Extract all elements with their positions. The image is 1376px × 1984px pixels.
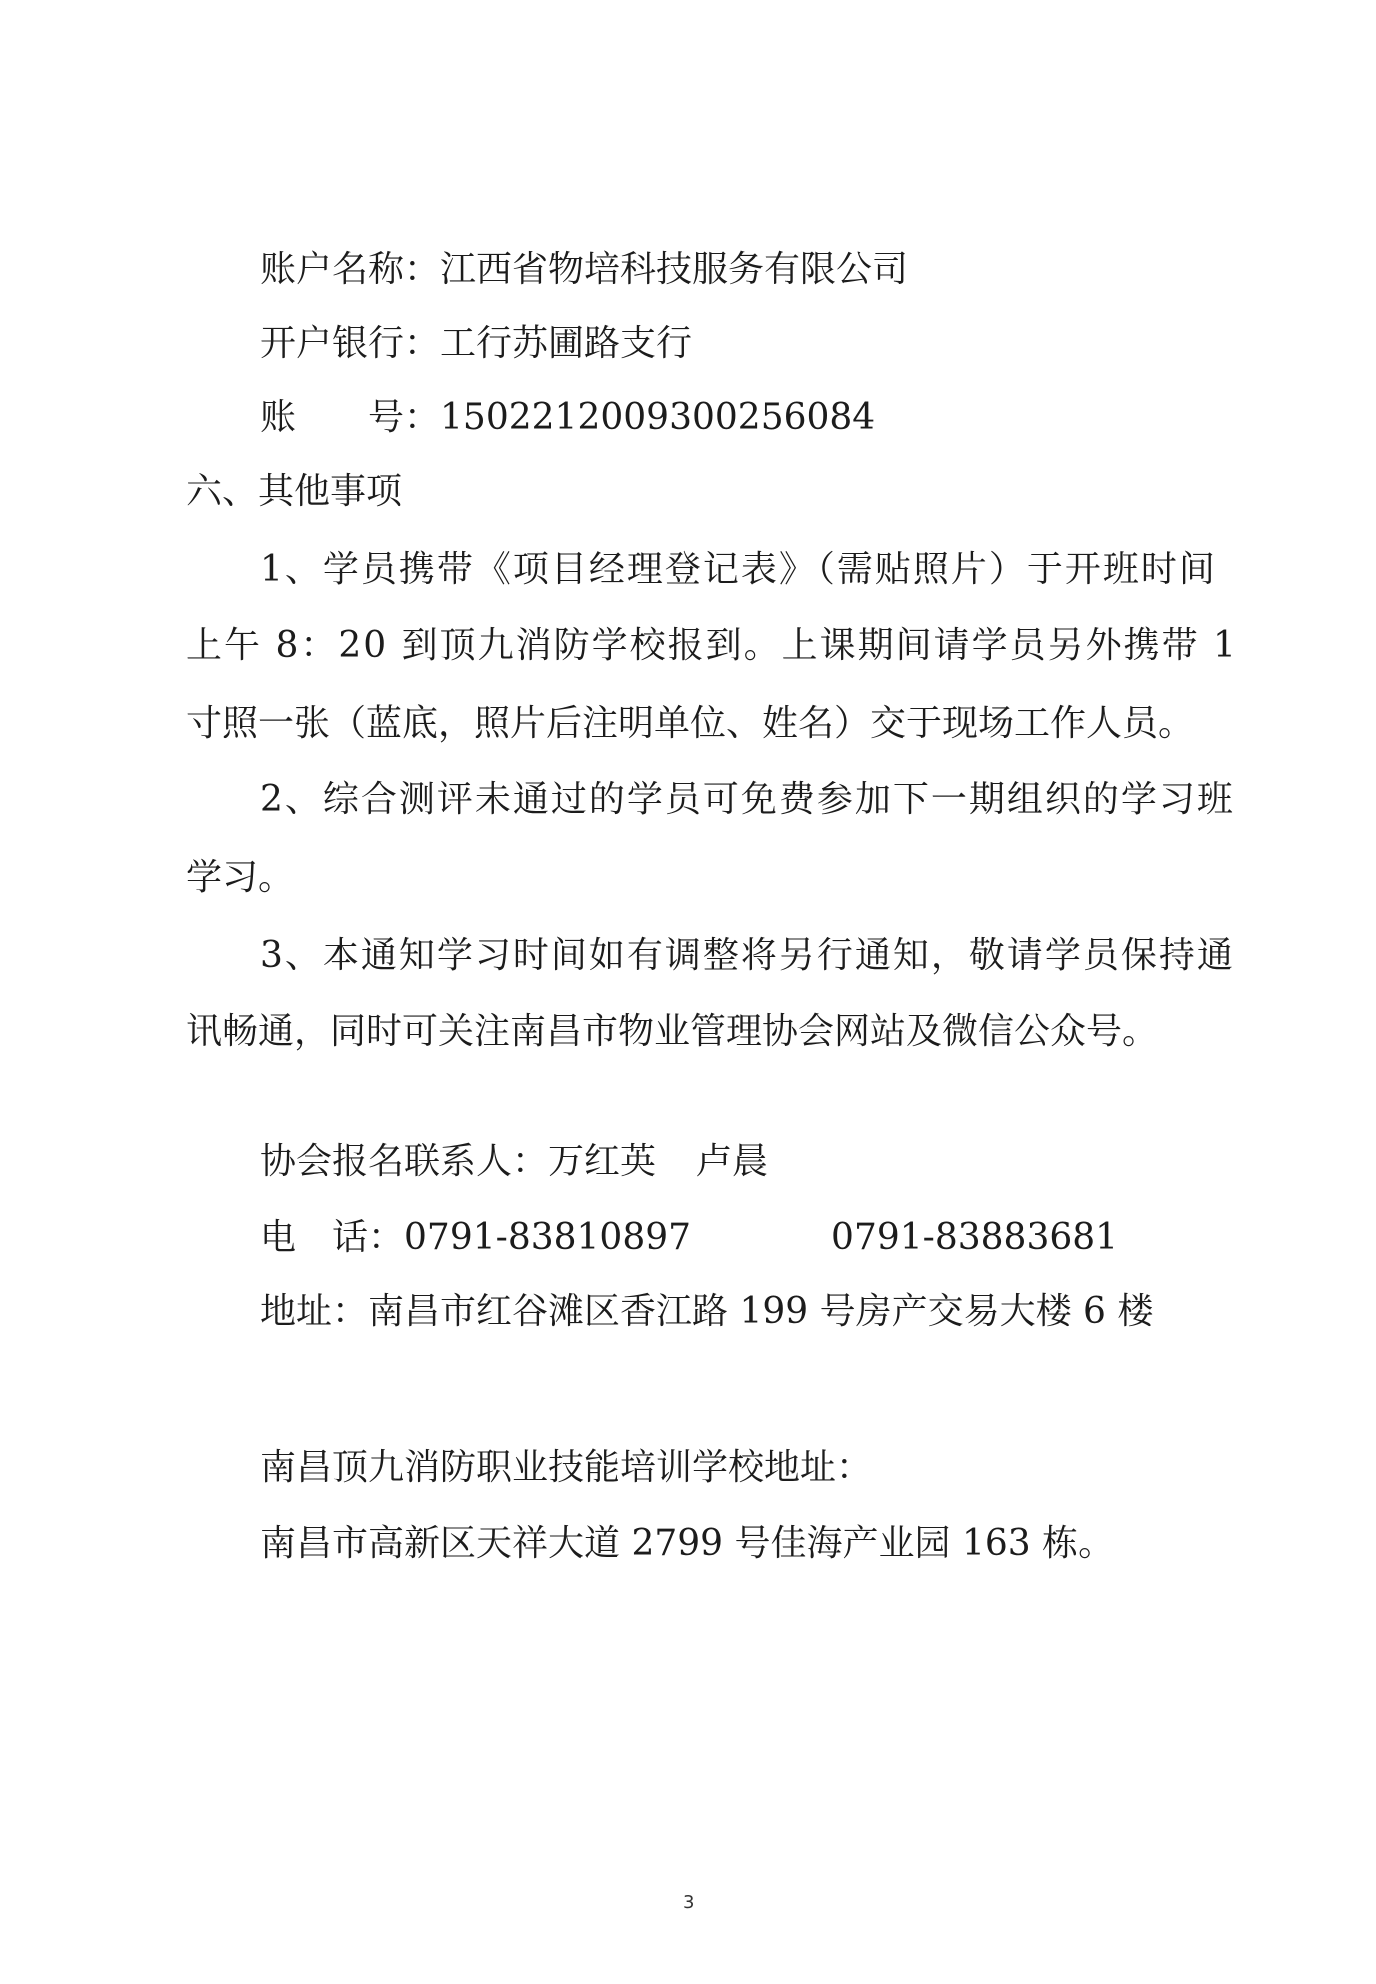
item1-line3: 寸照一张（蓝底，照片后注明单位、姓名）交于现场工作人员。	[186, 703, 1195, 744]
contact-person-2: 卢晨	[696, 1141, 769, 1182]
contact-address-value: 南昌市红谷滩区香江路 199 号房产交易大楼 6 楼	[368, 1291, 1154, 1332]
contact-address-label: 地址：	[260, 1291, 369, 1332]
item1-line1: 1、学员携带《项目经理登记表》（需贴照片）于开班时间	[260, 549, 1217, 590]
item3-line2: 讯畅通，同时可关注南昌市物业管理协会网站及微信公众号。	[186, 1011, 1159, 1052]
contact-phone-1: 0791-83810897	[404, 1217, 692, 1258]
section-heading: 六、其他事项	[186, 471, 403, 512]
account-bank-value: 工行苏圃路支行	[440, 323, 693, 364]
contact-address-line	[260, 1290, 1153, 1334]
school-title: 南昌顶九消防职业技能培训学校地址：	[260, 1447, 873, 1488]
account-number-value: 1502212009300256084	[440, 397, 876, 438]
contact-phone-label-a: 电	[260, 1217, 297, 1258]
contact-person-label: 协会报名联系人：	[260, 1141, 549, 1182]
page-number: 3	[683, 1892, 695, 1913]
account-name-label: 账户名称：	[260, 249, 441, 290]
account-number-line	[260, 396, 875, 440]
contact-phone-2: 0791-83883681	[831, 1217, 1119, 1258]
contact-person-line	[260, 1140, 768, 1184]
item2-line2: 学习。	[186, 857, 295, 898]
contact-person-1: 万红英	[548, 1141, 657, 1182]
contact-phone-line	[260, 1216, 1118, 1260]
item2-line1: 2、综合测评未通过的学员可免费参加下一期组织的学习班	[260, 779, 1235, 820]
account-number-label-b: 号：	[368, 397, 441, 438]
account-number-label-a: 账	[260, 397, 297, 438]
account-bank-line	[260, 322, 692, 366]
school-address: 南昌市高新区天祥大道 2799 号佳海产业园 163 栋。	[260, 1523, 1115, 1564]
item1-line2: 上午 8：20 到顶九消防学校报到。上课期间请学员另外携带 1	[186, 625, 1238, 666]
account-bank-label: 开户银行：	[260, 323, 441, 364]
contact-phone-label-b: 话：	[332, 1217, 405, 1258]
account-name-line	[260, 248, 908, 292]
account-name-value: 江西省物培科技服务有限公司	[440, 249, 909, 290]
item3-line1: 3、本通知学习时间如有调整将另行通知，敬请学员保持通	[260, 935, 1235, 976]
